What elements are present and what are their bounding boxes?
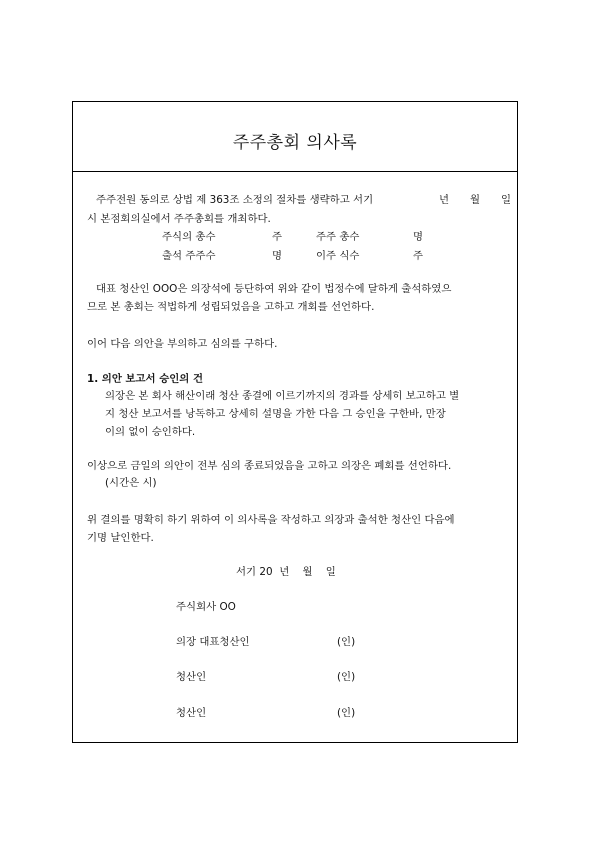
p2-line2: 므로 본 총회는 적법하게 성립되었음을 고하고 개회를 선언하다.	[87, 301, 375, 313]
p3-line: 이어 다음 의안을 부의하고 심의를 구하다.	[87, 338, 278, 350]
signer-role-chairman: 의장 대표청산인	[176, 636, 250, 648]
agenda-heading: 1. 의안 보고서 승인의 건	[87, 373, 203, 385]
transfer-shares-label: 이주 식수	[316, 250, 360, 262]
p1-year: 년	[439, 194, 450, 206]
seal-mark-liquidator-1: (인)	[337, 671, 356, 683]
attending-label: 출석 주주수	[162, 250, 216, 262]
p2-line1: 대표 청산인 OOO은 의장석에 등단하여 위와 같이 법정수에 달하게 출석하였으	[96, 283, 452, 295]
agenda-line2: 지 청산 보고서를 낭독하고 상세히 설명을 가한 다음 그 승인을 구한바, 만장	[105, 408, 446, 420]
p5-line2: 기명 날인한다.	[87, 532, 154, 544]
shareholders-total-unit: 명	[413, 231, 424, 243]
shareholders-total-label: 주주 총수	[316, 231, 360, 243]
p4-line1: 이상으로 금일의 의안이 전부 심의 종료되었음을 고하고 의장은 폐회를 선언하다.	[87, 460, 452, 472]
p4-line2: (시간은 시)	[105, 477, 157, 489]
transfer-shares-unit: 주	[413, 250, 424, 262]
shares-total-label: 주식의 총수	[162, 231, 216, 243]
company-name: 주식회사 OO	[176, 601, 236, 613]
title-row	[73, 102, 517, 172]
p1-day: 일	[501, 194, 512, 206]
seal-mark-liquidator-2: (인)	[337, 707, 356, 719]
document-title: 주주총회 의사록	[232, 133, 358, 153]
signer-role-liquidator-1: 청산인	[176, 671, 207, 683]
agenda-line3: 이의 없이 승인하다.	[105, 426, 196, 438]
p5-line1: 위 결의를 명확히 하기 위하여 이 의사록을 작성하고 의장과 출석한 청산인 다음에	[87, 514, 455, 526]
attending-unit: 명	[272, 250, 283, 262]
agenda-line1: 의장은 본 회사 해산이래 청산 종결에 이르기까지의 경과를 상세히 보고하고 별	[105, 390, 460, 402]
p1-month: 월	[470, 194, 481, 206]
document-date: 서기 20 년 월 일	[236, 566, 336, 578]
p1-line2: 시 본점회의실에서 주주총회를 개최하다.	[87, 213, 271, 225]
signer-role-liquidator-2: 청산인	[176, 707, 207, 719]
shares-total-unit: 주	[272, 231, 283, 243]
seal-mark-chairman: (인)	[337, 636, 356, 648]
p1-line1: 주주전원 동의로 상법 제 363조 소정의 절차를 생략하고 서기	[96, 194, 374, 206]
